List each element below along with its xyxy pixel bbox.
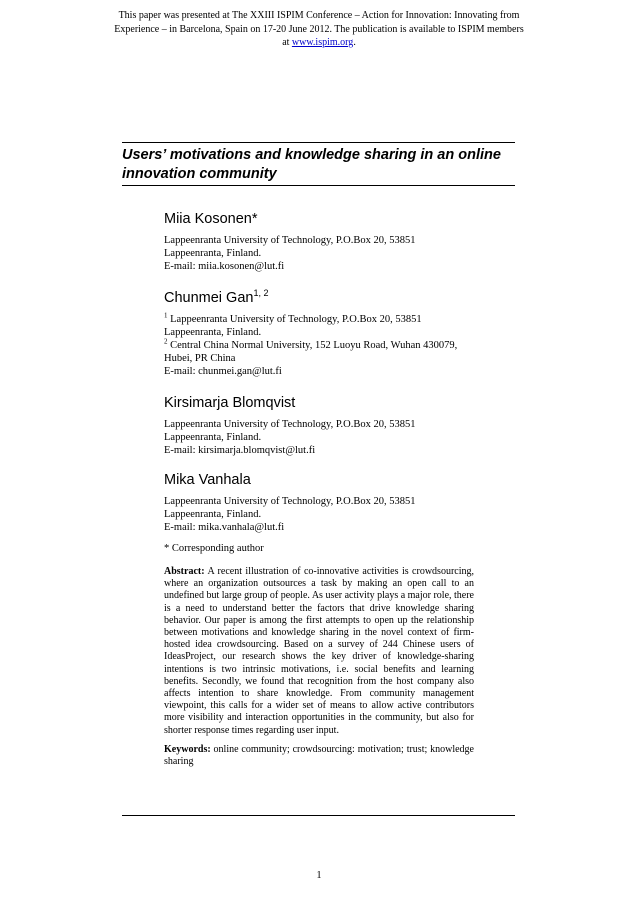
- affiliation-line: Hubei, PR China: [164, 353, 236, 364]
- header-note-end: .: [353, 37, 356, 48]
- affiliation-line: Lappeenranta, Finland.: [164, 248, 262, 259]
- keywords-text: online community; crowdsourcing: motivation; trust; knowledge sharing: [164, 744, 474, 768]
- author-name: [164, 289, 524, 307]
- header-note-text: This paper was presented at The XXIII ISPIM Conference – Action for Innovation: Innovating from Experience – in Barcelona, Spain on 17-20 June 2012. The publication is available to ISPIM members at: [114, 10, 524, 48]
- title-bottom-rule: [122, 185, 515, 186]
- title-top-rule: [122, 142, 515, 143]
- conference-header-note: [112, 9, 526, 50]
- affiliation-line: Lappeenranta, Finland.: [164, 327, 262, 338]
- affiliation-line: Lappeenranta, Finland.: [164, 509, 262, 520]
- keywords: [164, 744, 474, 768]
- email-line: E-mail: miia.kosonen@lut.fi: [164, 261, 285, 272]
- author-name: Miia Kosonen*: [164, 211, 258, 227]
- author-name: Mika Vanhala: [164, 472, 251, 488]
- affiliation-marker: 2: [164, 337, 168, 346]
- affiliation-line: Lappeenranta University of Technology, P.O.Box 20, 53851: [164, 496, 416, 507]
- abstract: [164, 566, 474, 737]
- email-line: E-mail: chunmei.gan@lut.fi: [164, 366, 282, 377]
- author-name: Kirsimarja Blomqvist: [164, 395, 296, 411]
- affiliation-line: [164, 339, 524, 352]
- affiliation-text: Lappeenranta University of Technology, P.O.Box 20, 53851: [167, 314, 422, 325]
- keywords-label: Keywords:: [164, 744, 211, 755]
- abstract-label: Abstract:: [164, 566, 205, 577]
- page-number: 1: [316, 870, 322, 881]
- author-block-gan: [164, 289, 524, 378]
- author-block-blomqvist: [164, 394, 524, 457]
- affiliation-line: Lappeenranta University of Technology, P.O.Box 20, 53851: [164, 235, 416, 246]
- affiliation-marker: 1: [164, 311, 168, 320]
- ispim-link[interactable]: www.ispim.org: [291, 37, 354, 48]
- affiliation-line: Lappeenranta University of Technology, P.O.Box 20, 53851: [164, 419, 416, 430]
- abstract-bottom-rule: [122, 815, 515, 816]
- affiliation-text: Central China Normal University, 152 Luoyu Road, Wuhan 430079,: [167, 340, 458, 351]
- corresponding-author-note: * Corresponding author: [164, 543, 264, 554]
- author-name-text: Chunmei Gan: [164, 290, 254, 306]
- email-line: E-mail: kirsimarja.blomqvist@lut.fi: [164, 445, 316, 456]
- paper-title: Users’ motivations and knowledge sharing in an online innovation community: [122, 147, 501, 182]
- affiliation-line: Lappeenranta, Finland.: [164, 432, 262, 443]
- author-superscript: 1, 2: [253, 288, 269, 299]
- author-block-kosonen: [164, 210, 524, 273]
- affiliation-line: [164, 313, 524, 326]
- abstract-text: A recent illustration of co-innovative activities is crowdsourcing, where an organization outsources a task by making an open call to an undefined but large group of people. As user activity plays a major role, there is a need to understand better the factors that drive knowledge sharing behavior. Our paper is among the first attempts to open up the relationship between motivations and knowledge sharing in the novel context of firm-hosted idea crowdsourcing. Based on a survey of 244 Chinese users of IdeasProject, our research shows the key driver of knowledge-sharing intentions is two intrinsic motivations, i.e. social benefits and learning benefits. Secondly, we found that recognition from the host company also affects intention to share knowledge. From community management viewpoint, this calls for a wider set of means to allow active contributors more visibility and interaction opportunities in the community, but also for shorter response times regarding user input.: [164, 566, 474, 736]
- email-line: E-mail: mika.vanhala@lut.fi: [164, 522, 285, 533]
- author-block-vanhala: [164, 471, 524, 534]
